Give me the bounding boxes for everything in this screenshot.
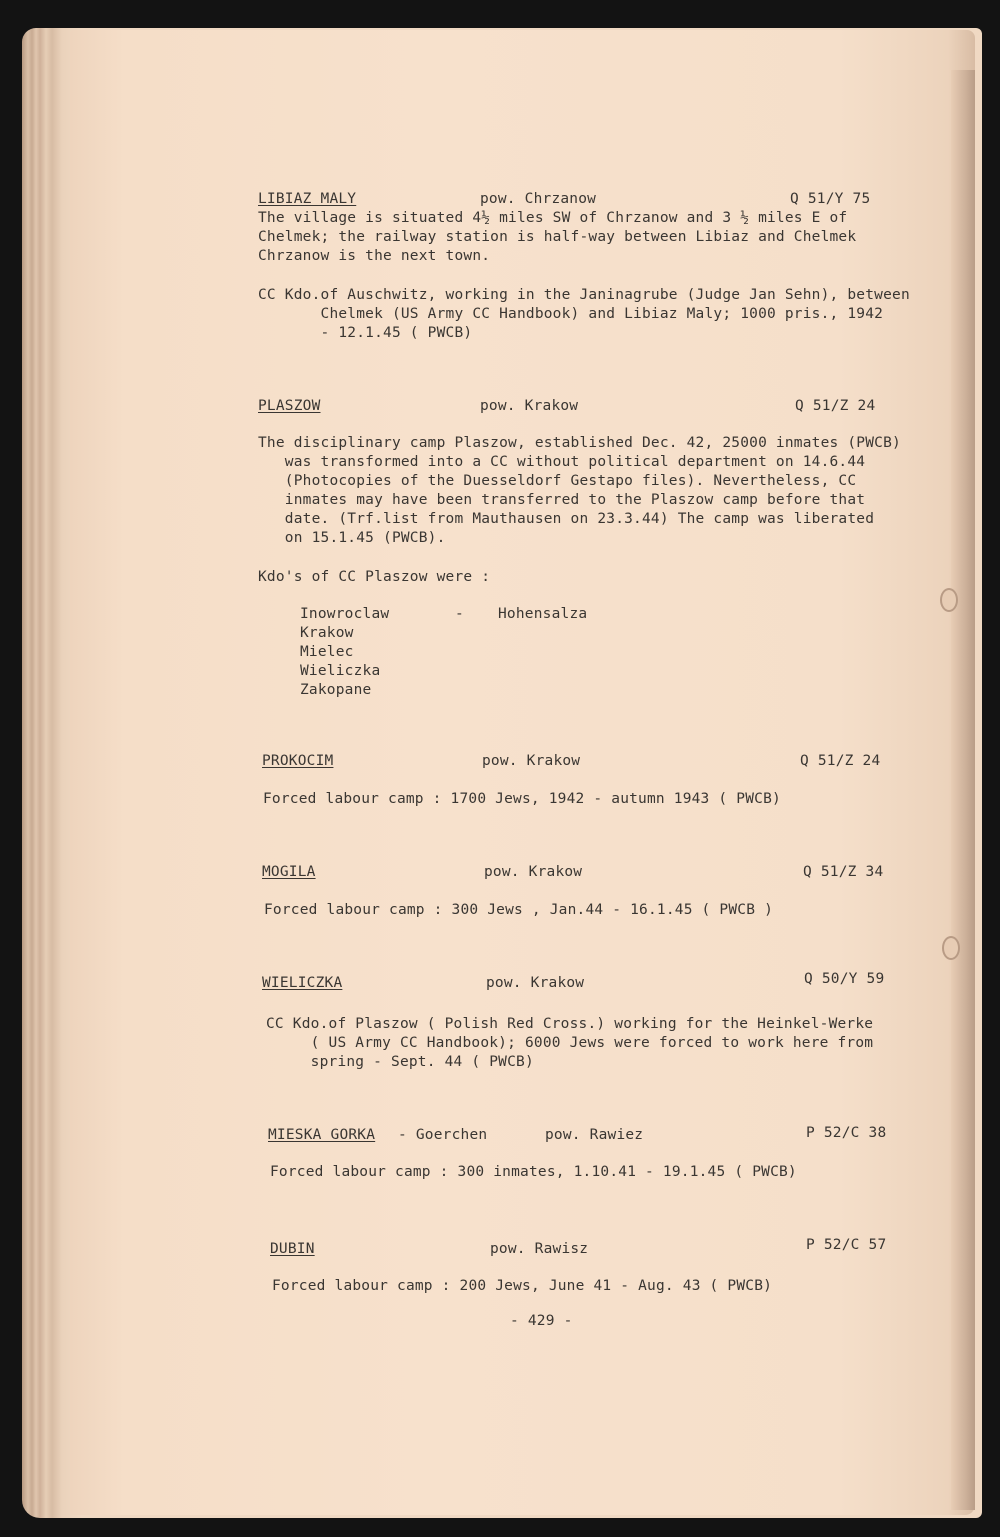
entry-plaszow-desc-2: was transformed into a CC without political department on 14.6.44 [258, 454, 866, 470]
entry-wieliczka-code: Q 50/Y 59 [804, 971, 885, 987]
entry-plaszow-desc-4: inmates may have been transferred to the Plaszow camp before that [258, 492, 866, 508]
entry-libiaz-note-3: - 12.1.45 ( PWCB) [258, 325, 473, 341]
entry-dubin-desc: Forced labour camp : 200 Jews, June 41 - Aug. 43 ( PWCB) [272, 1278, 773, 1294]
kdo-item: Wieliczka [300, 663, 381, 679]
kdo-item: Zakopane [300, 682, 372, 698]
kdo-alt-name: Hohensalza [498, 606, 588, 622]
entry-dubin-name: DUBIN [270, 1241, 315, 1257]
entry-libiaz-note-1: CC Kdo.of Auschwitz, working in the Janinagrube (Judge Jan Sehn), between [258, 287, 910, 303]
entry-libiaz-desc-1: The village is situated 4½ miles SW of Chrzanow and 3 ½ miles E of [258, 210, 848, 226]
entry-mogila-pow: pow. Krakow [484, 864, 583, 880]
entry-prokocim-name: PROKOCIM [262, 753, 334, 769]
entry-plaszow-kdo-header: Kdo's of CC Plaszow were : [258, 569, 491, 585]
entry-plaszow-desc-6: on 15.1.45 (PWCB). [258, 530, 446, 546]
entry-mieska-name: MIESKA GORKA [268, 1127, 376, 1143]
entry-plaszow-code: Q 51/Z 24 [795, 398, 876, 414]
entry-libiaz-desc-3: Chrzanow is the next town. [258, 248, 491, 264]
entry-mogila-desc: Forced labour camp : 300 Jews , Jan.44 - 16.1.45 ( PWCB ) [264, 902, 773, 918]
entry-libiaz-desc-2: Chelmek; the railway station is half-way between Libiaz and Chelmek [258, 229, 857, 245]
entry-plaszow-desc-3: (Photocopies of the Duesseldorf Gestapo files). Nevertheless, CC [258, 473, 857, 489]
entry-libiaz-note-2: Chelmek (US Army CC Handbook) and Libiaz Maly; 1000 pris., 1942 [258, 306, 884, 322]
kdo-item: Krakow [300, 625, 354, 641]
entry-plaszow-pow: pow. Krakow [480, 398, 579, 414]
kdo-item: Mielec [300, 644, 354, 660]
entry-wieliczka-desc-2: ( US Army CC Handbook); 6000 Jews were forced to work here from [266, 1035, 874, 1051]
entry-dubin-code: P 52/C 57 [806, 1237, 887, 1253]
entry-dubin-pow: pow. Rawisz [490, 1241, 589, 1257]
entry-mieska-code: P 52/C 38 [806, 1125, 887, 1141]
entry-plaszow-desc-1: The disciplinary camp Plaszow, established Dec. 42, 25000 inmates (PWCB) [258, 435, 901, 451]
entry-prokocim-code: Q 51/Z 24 [800, 753, 881, 769]
entry-mieska-alt: - Goerchen [398, 1127, 488, 1143]
page-edge [951, 70, 975, 1510]
page-number: - 429 - [510, 1313, 573, 1329]
binding-hole-top [940, 588, 958, 612]
binding-hole-bottom [942, 936, 960, 960]
entry-plaszow-name: PLASZOW [258, 398, 321, 414]
entry-mieska-desc: Forced labour camp : 300 inmates, 1.10.41 - 19.1.45 ( PWCB) [270, 1164, 797, 1180]
entry-libiaz-pow: pow. Chrzanow [480, 191, 597, 207]
entry-mieska-pow: pow. Rawiez [545, 1127, 644, 1143]
entry-wieliczka-name: WIELICZKA [262, 975, 343, 991]
entry-prokocim-desc: Forced labour camp : 1700 Jews, 1942 - autumn 1943 ( PWCB) [263, 791, 781, 807]
entry-prokocim-pow: pow. Krakow [482, 753, 581, 769]
entry-libiaz-name: LIBIAZ MALY [258, 191, 357, 207]
entry-plaszow-desc-5: date. (Trf.list from Mauthausen on 23.3.44) The camp was liberated [258, 511, 875, 527]
entry-mogila-code: Q 51/Z 34 [803, 864, 884, 880]
entry-wieliczka-desc-1: CC Kdo.of Plaszow ( Polish Red Cross.) working for the Heinkel-Werke [266, 1016, 874, 1032]
entry-libiaz-code: Q 51/Y 75 [790, 191, 871, 207]
entry-mogila-name: MOGILA [262, 864, 316, 880]
kdo-dash: - [455, 606, 464, 622]
kdo-item: Inowroclaw [300, 606, 390, 622]
entry-wieliczka-desc-3: spring - Sept. 44 ( PWCB) [266, 1054, 534, 1070]
entry-wieliczka-pow: pow. Krakow [486, 975, 585, 991]
